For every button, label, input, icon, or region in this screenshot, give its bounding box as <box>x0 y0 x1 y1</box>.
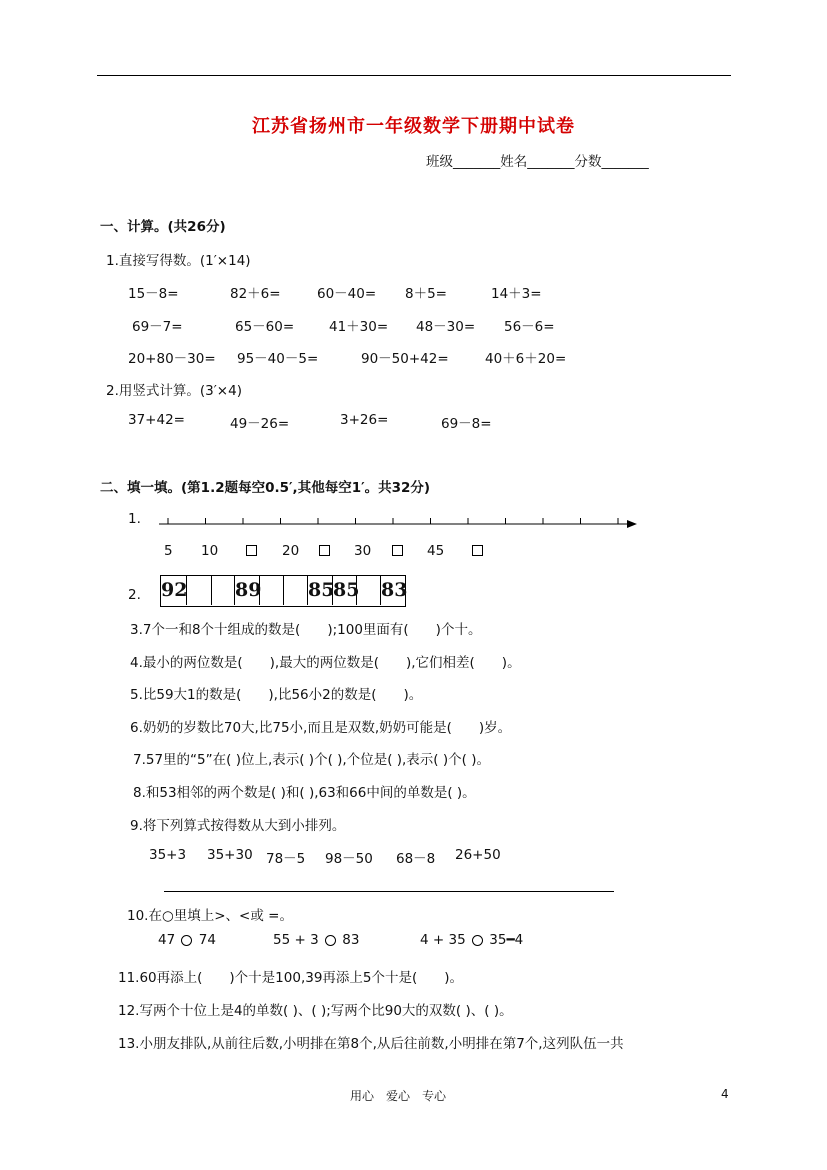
calc-item: 40＋6＋20= <box>485 351 567 367</box>
s1-q2-label: 2.用竖式计算。(3′×4) <box>106 383 242 399</box>
blank-box[interactable] <box>472 545 483 556</box>
answer-line[interactable] <box>164 891 614 892</box>
compare-circle[interactable] <box>325 935 336 946</box>
calc-item: 65－60= <box>235 319 295 335</box>
question-12: 12.写两个十位上是4的单数( )、( );写两个比90大的双数( )、( )。 <box>118 1003 513 1019</box>
page-number: 4 <box>721 1087 729 1101</box>
compare-right: 83 <box>342 932 360 948</box>
blank-box[interactable] <box>246 545 257 556</box>
number-line-arrow <box>627 520 637 528</box>
calc-item: 3+26= <box>340 412 389 428</box>
compare-circle[interactable] <box>181 935 192 946</box>
calc-item: 15－8= <box>128 286 179 302</box>
question-6: 6.奶奶的岁数比70大,比75小,而且是双数,奶奶可能是( )岁。 <box>130 720 512 736</box>
header-fields: 班级_______姓名_______分数_______ <box>426 154 649 170</box>
blank-box[interactable] <box>319 545 330 556</box>
q9-item: 68－8 <box>396 851 436 867</box>
numberline-label: 45 <box>427 543 445 559</box>
question-10: 10.在○里填上>、<或 =。 <box>127 908 293 924</box>
compare-item <box>273 932 359 948</box>
calc-item: 48－30= <box>416 319 476 335</box>
number-line-ticks <box>168 518 618 524</box>
numberline-label: 10 <box>201 543 219 559</box>
grid-cell[interactable] <box>357 575 381 605</box>
grid-cell[interactable] <box>260 575 284 605</box>
numberline-label: 20 <box>282 543 300 559</box>
calc-item: 37+42= <box>128 412 185 428</box>
grid-cell[interactable] <box>187 575 212 605</box>
question-9: 9.将下列算式按得数从大到小排列。 <box>130 818 346 834</box>
section2-heading: 二、填一填。(第1.2题每空0.5′,其他每空1′。共32分) <box>100 480 431 496</box>
question-13: 13.小朋友排队,从前往后数,小明排在第8个,从后往前数,小明排在第7个,这列队伍一共 <box>118 1036 624 1052</box>
grid-cell[interactable]: 85 <box>308 575 333 605</box>
q9-item: 26+50 <box>455 847 501 863</box>
compare-item <box>158 932 216 948</box>
s1-q1-label: 1.直接写得数。(1′×14) <box>106 253 251 269</box>
calc-item: 82＋6= <box>230 286 281 302</box>
numberline-label: 30 <box>354 543 372 559</box>
s2-q1-num: 1. <box>128 511 141 527</box>
section1-heading: 一、计算。(共26分) <box>100 219 226 235</box>
calc-item: 49－26= <box>230 416 290 432</box>
calc-item: 60－40= <box>317 286 377 302</box>
calc-item: 20+80－30= <box>128 351 216 367</box>
question-4: 4.最小的两位数是( ),最大的两位数是( ),它们相差( )。 <box>130 655 521 671</box>
compare-left: 47 <box>158 932 176 948</box>
q9-item: 98－50 <box>325 851 373 867</box>
compare-left: 55 + 3 <box>273 932 319 948</box>
grid-cell[interactable] <box>212 575 235 605</box>
calc-item: 90－50+42= <box>361 351 449 367</box>
q9-item: 35+3 <box>149 847 187 863</box>
question-8: 8.和53相邻的两个数是( )和( ),63和66中间的单数是( )。 <box>133 785 476 801</box>
calc-item: 69－7= <box>132 319 183 335</box>
page-title: 江苏省扬州市一年级数学下册期中试卷 <box>252 116 575 137</box>
calc-item: 8＋5= <box>405 286 447 302</box>
compare-right: 35━4 <box>489 932 524 948</box>
compare-left: 4 + 35 <box>420 932 466 948</box>
footer-motto: 用心 爱心 专心 <box>350 1089 447 1103</box>
q9-item: 78－5 <box>266 851 306 867</box>
blank-box[interactable] <box>392 545 403 556</box>
top-rule <box>97 75 731 76</box>
calc-item: 95－40－5= <box>237 351 319 367</box>
grid-cell: 89 <box>235 575 260 605</box>
q9-item: 35+30 <box>207 847 253 863</box>
compare-circle[interactable] <box>472 935 483 946</box>
grid-cell: 85 <box>333 575 357 605</box>
compare-item <box>420 932 523 948</box>
grid-cell: 92 <box>161 575 187 605</box>
question-3: 3.7个一和8个十组成的数是( );100里面有( )个十。 <box>130 622 482 638</box>
question-11: 11.60再添上( )个十是100,39再添上5个十是( )。 <box>118 970 464 986</box>
question-7: 7.57里的“5”在( )位上,表示( )个( ),个位是( ),表示( )个( )。 <box>133 752 490 768</box>
calc-item: 41＋30= <box>329 319 389 335</box>
s2-q2-num: 2. <box>128 587 141 603</box>
grid-cell: 83 <box>381 579 408 601</box>
compare-right: 74 <box>198 932 216 948</box>
calc-item: 69－8= <box>441 416 492 432</box>
question-5: 5.比59大1的数是( ),比56小2的数是( )。 <box>130 687 423 703</box>
grid-cell[interactable] <box>284 575 308 605</box>
calc-item: 14＋3= <box>491 286 542 302</box>
number-line <box>155 514 640 534</box>
numberline-label: 5 <box>164 543 173 559</box>
calc-item: 56－6= <box>504 319 555 335</box>
